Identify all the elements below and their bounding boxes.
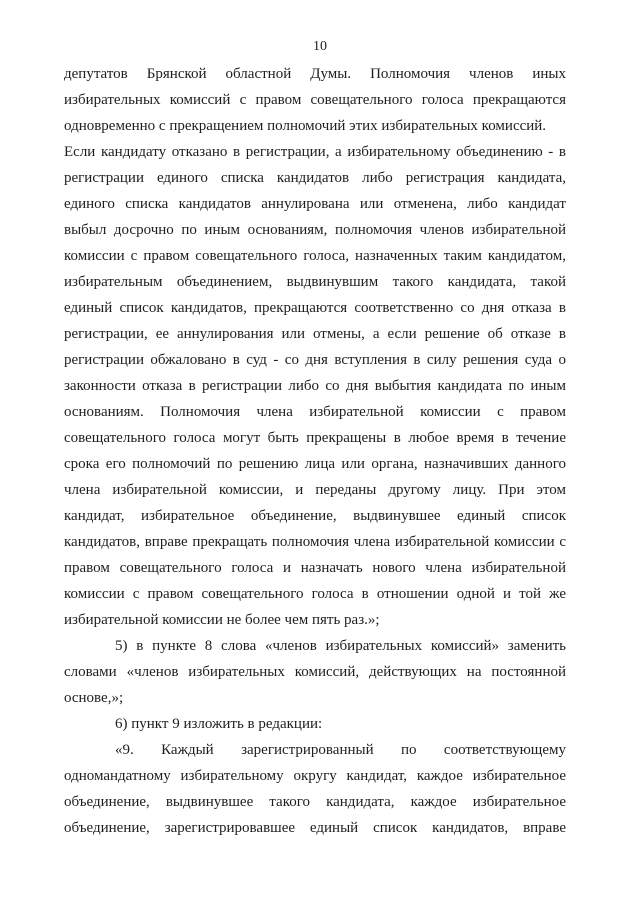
text-line: выбыл досрочно по иным основаниям, полномочия членов избирательной — [64, 222, 566, 238]
text-line: избирательной комиссии не более чем пять раз.»; — [64, 612, 380, 628]
text-line: комиссии с правом совещательного голоса, назначенных таким кандидатом, — [64, 248, 566, 264]
text-line: правом совещательного голоса и назначать нового члена избирательной — [64, 560, 566, 576]
text-line: избирательным объединением, выдвинувшим такого кандидата, такой — [64, 274, 566, 290]
text-line: 6) пункт 9 изложить в редакции: — [115, 716, 323, 732]
text-line: избирательных комиссий с правом совещательного голоса прекращаются — [64, 92, 566, 108]
text-line: кандидатов, вправе прекращать полномочия члена избирательной комиссии с — [64, 534, 566, 550]
text-line: объединение, выдвинувшее такого кандидата, каждое избирательное — [64, 794, 566, 810]
text-line: совещательного голоса могут быть прекращены в любое время в течение — [64, 430, 566, 446]
text-line: объединение, зарегистрировавшее единый список кандидатов, вправе — [64, 820, 566, 836]
text-line: единый список кандидатов, прекращаются соответственно со дня отказа в — [64, 300, 566, 316]
text-line: одновременно с прекращением полномочий этих избирательных комиссий. — [64, 118, 547, 134]
text-line: регистрации, ее аннулирования или отмены, а если решение об отказе в — [64, 326, 566, 342]
text-line: словами «членов избирательных комиссий, действующих на постоянной — [64, 664, 566, 680]
text-line: регистрации единого списка кандидатов либо регистрация кандидата, — [64, 170, 566, 186]
text-line: Если кандидату отказано в регистрации, а избирательному объединению - в — [64, 144, 566, 160]
text-line: законности отказа в регистрации либо со дня выбытия кандидата по иным — [64, 378, 566, 394]
text-line: регистрации обжаловано в суд - со дня вступления в силу решения суда о — [64, 352, 566, 368]
text-line: депутатов Брянской областной Думы. Полномочия членов иных — [64, 66, 566, 82]
text-line: комиссии с правом совещательного голоса в отношении одной и той же — [64, 586, 566, 602]
text-line: кандидат, избирательное объединение, выдвинувшее единый список — [64, 508, 566, 524]
text-line: основе,»; — [64, 690, 124, 706]
text-line: одномандатному избирательному округу кандидат, каждое избирательное — [64, 768, 566, 784]
body-text — [64, 61, 566, 841]
text-line: основаниям. Полномочия члена избирательной комиссии с правом — [64, 404, 566, 420]
text-line: единого списка кандидатов аннулирована или отменена, либо кандидат — [64, 196, 566, 212]
page-number: 10 — [313, 39, 327, 54]
text-line: «9. Каждый зарегистрированный по соответствующему — [115, 742, 566, 758]
text-line: 5) в пункте 8 слова «членов избирательных комиссий» заменить — [115, 638, 566, 654]
text-line: срока его полномочий по решению лица или органа, назначивших данного — [64, 456, 566, 472]
text-line: члена избирательной комиссии, и переданы другому лицу. При этом — [64, 482, 566, 498]
